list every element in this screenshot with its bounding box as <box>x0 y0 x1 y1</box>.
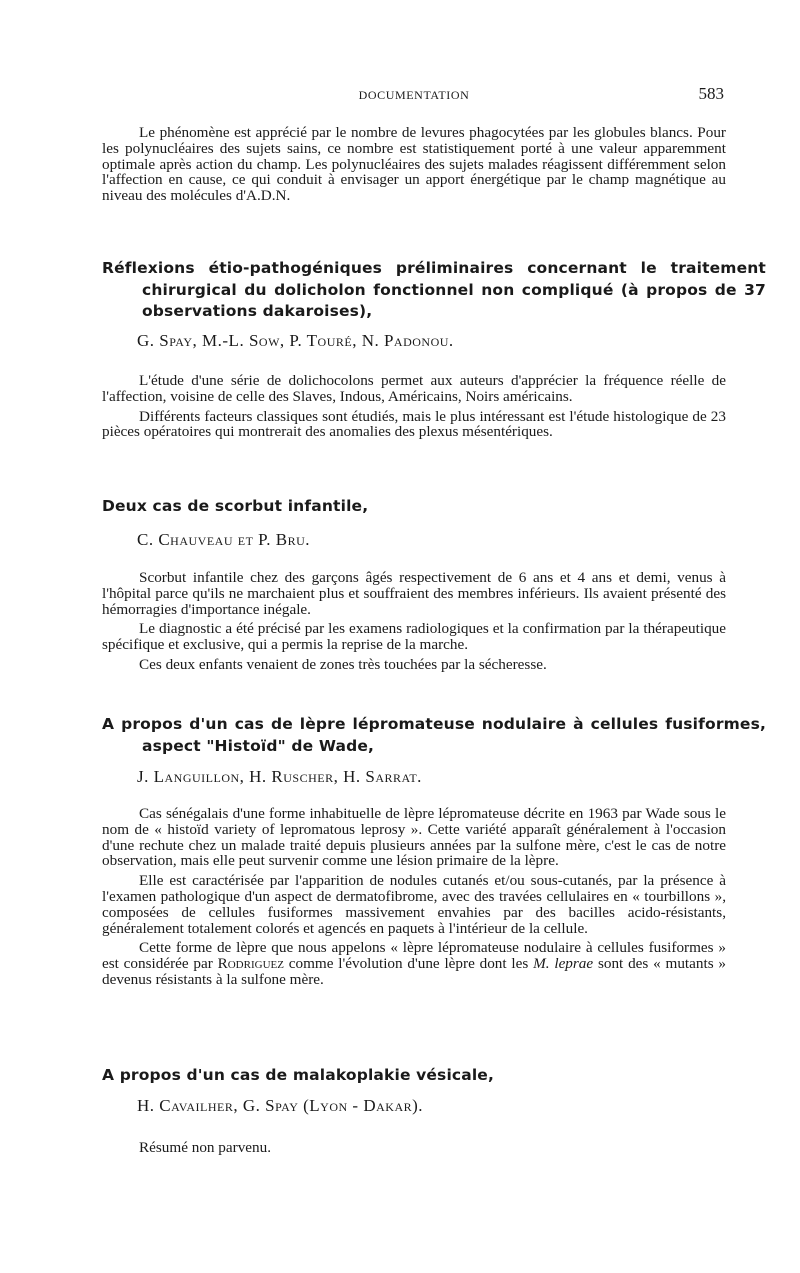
article-1-title: Réflexions étio-pathogéniques préliminaires concernant le traitement chirurgical du dolicholon fonctionnel non compliqué (à propos de 37 observations dakaroises), <box>102 259 766 320</box>
article-3-paragraph-3-middle: comme l'évolution d'une lèpre dont les <box>283 955 534 973</box>
article-4-body <box>102 1140 726 1156</box>
article-1-paragraph-2: Différents facteurs classiques sont étudiés, mais le plus intéressant est l'étude histologique de 23 pièces opératoires qui montrerait des anomalies des plexus mésentériques. <box>102 407 726 441</box>
article-1-authors: G. Spay, M.-L. Sow, P. Touré, N. Padonou. <box>137 331 454 350</box>
article-2-title: Deux cas de scorbut infantile, <box>102 497 369 515</box>
article-3-paragraph-3-after: sont des « mutants » devenus résistants à la sulfone mère. <box>102 955 727 988</box>
article-1-paragraph-1: L'étude d'une série de dolichocolons permet aux auteurs d'apprécier la fréquence réelle de l'affection, voisine de celle des Slaves, Indous, Américains, Noirs américains. <box>102 372 726 405</box>
running-title: DOCUMENTATION <box>358 88 470 102</box>
article-2-paragraph-2: Le diagnostic a été précisé par les examens radiologiques et la confirmation par la thérapeutique spécifique et exclusive, qui a permis la reprise de la marche. <box>102 620 726 654</box>
running-header <box>102 86 726 106</box>
page-number: 583 <box>698 84 724 103</box>
article-3-title: A propos d'un cas de lèpre lépromateuse nodulaire à cellules fusiformes, aspect "Histoïd" de Wade, <box>102 715 766 755</box>
article-3-paragraph-3-before: Cette forme de lèpre que nous appelons « lèpre lépromateuse nodulaire à cellules fusiformes » est considérée par <box>102 939 726 973</box>
article-2-paragraph-3: Ces deux enfants venaient de zones très touchées par la sécheresse. <box>139 655 547 673</box>
article-4-title: A propos d'un cas de malakoplakie vésicale, <box>102 1066 495 1084</box>
article-3-body <box>102 806 726 988</box>
intro-paragraph: Le phénomène est apprécié par le nombre de levures phagocytées par les globules blancs. Pour les polynucléaires des sujets sains, ce nombre est statistiquement porté à une valeur apparemment optimale après action du champ. Les polynucléaires des sujets malades réagissent différemment selon l'affection en cause, ce qui conduit à envisager un apport énergétique par le champ magnétique au niveau des molécules d'A.D.N. <box>102 124 726 205</box>
article-4-paragraph-1: Résumé non parvenu. <box>139 1139 272 1156</box>
article-2-authors: C. Chauveau et P. Bru. <box>137 530 310 549</box>
species-name: M. leprae <box>533 955 594 973</box>
article-3-authors: J. Languillon, H. Ruscher, H. Sarrat. <box>137 767 422 786</box>
article-3-paragraph-3 <box>102 940 726 987</box>
article-1-body <box>102 373 726 440</box>
article-4-authors: H. Cavailher, G. Spay (Lyon - Dakar). <box>137 1096 424 1115</box>
article-2-paragraph-1: Scorbut infantile chez des garçons âgés respectivement de 6 ans et 4 ans et demi, venus à l'hôpital parce qu'ils ne marchaient plus et souffraient des membres inférieurs. Ils avaient présenté des hémorragies d'importance inégale. <box>102 569 726 618</box>
article-2-body <box>102 570 726 673</box>
cited-author-name: Rodriguez <box>217 955 284 973</box>
article-3-paragraph-1: Cas sénégalais d'une forme inhabituelle de lèpre lépromateuse décrite en 1963 par Wade sous le nom de « histoïd variety of lepromatous leprosy ». Cette variété apparaît généralement à l'occasion d'une rechute chez un malade traité depuis plusieurs années par la sulfone mère, c'est le cas de notre observation, mais elle peut survenir comme une lésion primaire de la lèpre. <box>102 805 726 870</box>
article-3-paragraph-2: Elle est caractérisée par l'apparition de nodules cutanés et/ou sous-cutanés, par la présence à l'examen pathologique d'un aspect de dermatofibrome, avec des travées cellulaires en « tourbillons », composées de cellules fusiformes massivement envahies par des bacilles acido-résistants, généralement totalement colorés et agencés en paquets à l'intérieur de la cellule. <box>102 872 726 937</box>
intro-block <box>102 125 726 204</box>
